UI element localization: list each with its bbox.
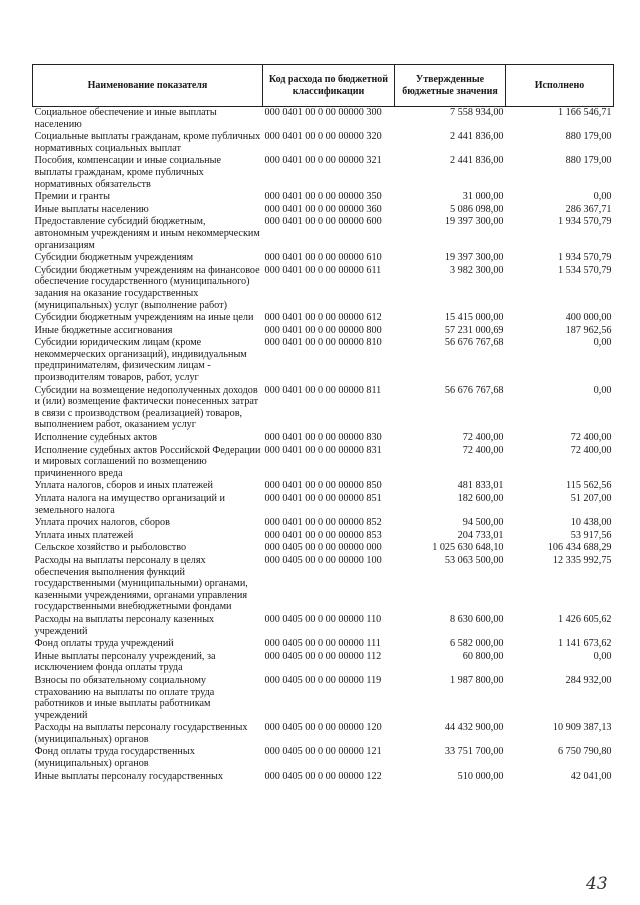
row-name: Расходы на выплаты персоналу казенных учреждений [34, 613, 215, 637]
row-approved: 57 231 000,69 [444, 324, 504, 336]
row-approved: 7 558 934,00 [450, 107, 504, 118]
row-code: 000 0401 00 0 00 00000 852 [264, 517, 382, 529]
row-name: Уплата иных платежей [34, 529, 134, 541]
row-name: Взносы по обязательному социальному страхованию на выплаты по оплате труда работников и иные выплаты работникам учреждений [34, 674, 215, 721]
row-executed: 42 041,00 [570, 770, 612, 782]
row-approved: 481 833,01 [457, 480, 504, 492]
table-row [33, 432, 614, 445]
row-name: Субсидии бюджетным учреждениям на финансовое обеспечение государственного (муниципального) задания на оказание государственных (муниципальных) услуг (выполнение работ) [34, 264, 260, 311]
row-approved: 72 400,00 [462, 444, 504, 456]
row-approved: 56 676 767,68 [444, 337, 504, 349]
row-executed: 10 909 387,13 [552, 722, 612, 734]
row-executed: 1 141 673,62 [558, 638, 612, 650]
row-name: Социальные выплаты гражданам, кроме публичных нормативных социальных выплат [34, 131, 261, 154]
row-code: 000 0401 00 0 00 00000 810 [264, 337, 382, 349]
row-name: Предоставление субсидий бюджетным, автономным учреждениям и иным некоммерческим организациям [34, 216, 260, 251]
row-executed: 1 534 570,79 [558, 264, 612, 276]
row-approved: 182 600,00 [457, 493, 504, 504]
row-code: 000 0405 00 0 00 00000 122 [264, 770, 382, 782]
row-code: 000 0401 00 0 00 00000 612 [264, 312, 382, 324]
row-approved: 2 441 836,00 [450, 155, 504, 167]
row-code: 000 0401 00 0 00 00000 830 [264, 432, 382, 444]
table-row [33, 614, 614, 638]
budget-execution-table [32, 64, 614, 783]
row-approved: 19 397 300,00 [444, 216, 504, 228]
row-approved: 31 000,00 [462, 191, 504, 203]
row-name: Сельское хозяйство и рыболовство [34, 542, 187, 554]
table-row [33, 155, 614, 191]
row-executed: 0,00 [593, 650, 612, 662]
table-row [33, 493, 614, 517]
row-name: Фонд оплаты труда учреждений [34, 638, 174, 650]
row-approved: 72 400,00 [462, 432, 504, 444]
row-executed: 115 562,56 [566, 480, 612, 492]
row-code: 000 0401 00 0 00 00000 600 [264, 216, 382, 228]
row-code: 000 0405 00 0 00 00000 121 [264, 746, 382, 758]
row-name: Пособия, компенсации и иные социальные выплаты гражданам, кроме публичных нормативных обязательств [34, 155, 222, 190]
row-executed: 187 962,56 [565, 324, 612, 336]
table-row [33, 542, 614, 555]
row-name: Расходы на выплаты персоналу в целях обеспечения выполнения функций государственными (муниципальными) органами, казенными учреждениями, органами управления государственными внебюджетными фондами [34, 554, 248, 613]
row-code: 000 0401 00 0 00 00000 853 [264, 529, 382, 541]
row-code: 000 0405 00 0 00 00000 112 [264, 650, 382, 662]
row-executed: 0,00 [593, 337, 612, 349]
row-executed: 286 367,71 [565, 203, 612, 215]
table-row [33, 445, 614, 481]
table-row [33, 722, 614, 746]
row-name: Исполнение судебных актов [34, 432, 158, 444]
table-row [33, 191, 614, 204]
row-approved: 33 751 700,00 [444, 746, 504, 758]
row-code: 000 0405 00 0 00 00000 110 [264, 613, 382, 625]
row-approved: 56 676 767,68 [444, 384, 504, 396]
row-code: 000 0401 00 0 00 00000 321 [264, 155, 382, 167]
row-executed: 72 400,00 [570, 432, 612, 444]
table-row [33, 107, 614, 132]
page-number: 43 [586, 874, 608, 894]
row-approved: 2 441 836,00 [450, 131, 504, 143]
row-executed: 1 166 546,71 [558, 107, 612, 118]
row-code: 000 0405 00 0 00 00000 000 [264, 542, 382, 554]
table-row [33, 216, 614, 252]
row-code: 000 0401 00 0 00 00000 360 [264, 203, 382, 215]
table-row [33, 312, 614, 325]
row-name: Исполнение судебных актов Российской Федерации и мировых соглашений по возмещению причиненного вреда [34, 444, 261, 479]
row-executed: 880 179,00 [565, 131, 612, 143]
row-approved: 5 086 098,00 [450, 203, 504, 215]
row-executed: 106 434 688,29 [547, 542, 612, 554]
row-code: 000 0401 00 0 00 00000 850 [264, 480, 382, 492]
row-executed: 1 426 605,62 [558, 613, 612, 625]
row-approved: 44 432 900,00 [444, 722, 504, 734]
row-name: Премии и гранты [34, 191, 110, 203]
row-name: Иные выплаты персоналу государственных [34, 770, 223, 782]
table-row [33, 675, 614, 722]
row-name: Социальное обеспечение и иные выплаты населению [34, 107, 217, 130]
row-executed: 0,00 [593, 384, 612, 396]
row-executed: 51 207,00 [570, 493, 612, 504]
row-executed: 1 934 570,79 [558, 216, 612, 228]
table-row [33, 204, 614, 217]
table-row [33, 480, 614, 493]
table-body [33, 107, 614, 784]
table-row [33, 265, 614, 312]
row-executed: 72 400,00 [570, 444, 612, 456]
row-approved: 19 397 300,00 [444, 252, 504, 264]
row-approved: 510 000,00 [457, 770, 504, 782]
table-row [33, 530, 614, 543]
row-code: 000 0405 00 0 00 00000 100 [264, 554, 382, 566]
row-code: 000 0401 00 0 00 00000 610 [264, 252, 382, 264]
row-name: Уплата налогов, сборов и иных платежей [34, 480, 213, 492]
row-name: Уплата прочих налогов, сборов [34, 517, 170, 529]
row-executed: 284 932,00 [565, 674, 612, 686]
row-name: Субсидии бюджетным учреждениям на иные цели [34, 312, 254, 324]
row-code: 000 0405 00 0 00 00000 111 [264, 638, 381, 650]
table-row [33, 771, 614, 784]
row-approved: 53 063 500,00 [444, 554, 504, 566]
row-code: 000 0401 00 0 00 00000 611 [264, 264, 382, 276]
row-executed: 10 438,00 [570, 517, 612, 529]
row-executed: 1 934 570,79 [558, 252, 612, 264]
row-code: 000 0401 00 0 00 00000 851 [264, 493, 382, 504]
row-name: Иные выплаты персоналу учреждений, за исключением фонда оплаты труда [34, 650, 216, 674]
table-row [33, 555, 614, 614]
table-row [33, 385, 614, 432]
row-name: Иные выплаты населению [34, 203, 149, 215]
row-executed: 400 000,00 [565, 312, 612, 324]
row-code: 000 0401 00 0 00 00000 800 [264, 324, 382, 336]
header-name: Наименование показателя [33, 65, 263, 107]
row-executed: 880 179,00 [565, 155, 612, 167]
table-row [33, 651, 614, 675]
row-name: Уплата налога на имущество организаций и земельного налога [34, 493, 225, 516]
header-executed: Исполнено [506, 65, 614, 107]
row-name: Фонд оплаты труда государственных (муниципальных) органов [34, 746, 195, 770]
row-approved: 15 415 000,00 [444, 312, 504, 324]
row-approved: 3 982 300,00 [450, 264, 504, 276]
table-row [33, 638, 614, 651]
row-approved: 94 500,00 [462, 517, 504, 529]
row-code: 000 0401 00 0 00 00000 320 [264, 131, 382, 143]
table-row [33, 131, 614, 155]
header-approved: Утвержденные бюджетные значения [395, 65, 506, 107]
row-name: Субсидии на возмещение недополученных доходов и (или) возмещение фактически понесенных затрат в связи с производством (реализацией) товаров, выполнением работ, оказанием услуг [34, 384, 259, 431]
table-row [33, 746, 614, 770]
row-name: Расходы на выплаты персоналу государственных (муниципальных) органов [34, 722, 248, 745]
row-code: 000 0405 00 0 00 00000 120 [264, 722, 382, 734]
row-name: Субсидии юридическим лицам (кроме некоммерческих организаций), индивидуальным предпринимателям, физическим лицам - производителям товаров, работ, услуг [34, 337, 247, 384]
table-row [33, 325, 614, 338]
row-approved: 204 733,01 [457, 529, 504, 541]
table-row [33, 517, 614, 530]
row-code: 000 0401 00 0 00 00000 350 [264, 191, 382, 203]
row-code: 000 0401 00 0 00 00000 300 [264, 107, 382, 118]
row-code: 000 0401 00 0 00 00000 831 [264, 444, 382, 456]
row-approved: 1 987 800,00 [450, 674, 504, 686]
row-approved: 6 582 000,00 [450, 638, 504, 650]
header-code: Код расхода по бюджетной классификации [263, 65, 395, 107]
row-code: 000 0401 00 0 00 00000 811 [264, 384, 382, 396]
row-executed: 53 917,56 [570, 529, 612, 541]
table-header-row [33, 65, 614, 107]
row-approved: 8 630 600,00 [450, 613, 504, 625]
row-executed: 0,00 [593, 191, 612, 203]
row-code: 000 0405 00 0 00 00000 119 [264, 674, 382, 686]
row-approved: 60 800,00 [462, 650, 504, 662]
row-approved: 1 025 630 648,10 [432, 542, 504, 554]
table-row [33, 337, 614, 384]
row-executed: 12 335 992,75 [552, 554, 612, 566]
row-name: Иные бюджетные ассигнования [34, 324, 173, 336]
table-row [33, 252, 614, 265]
row-executed: 6 750 790,80 [558, 746, 612, 758]
row-name: Субсидии бюджетным учреждениям [34, 252, 194, 264]
